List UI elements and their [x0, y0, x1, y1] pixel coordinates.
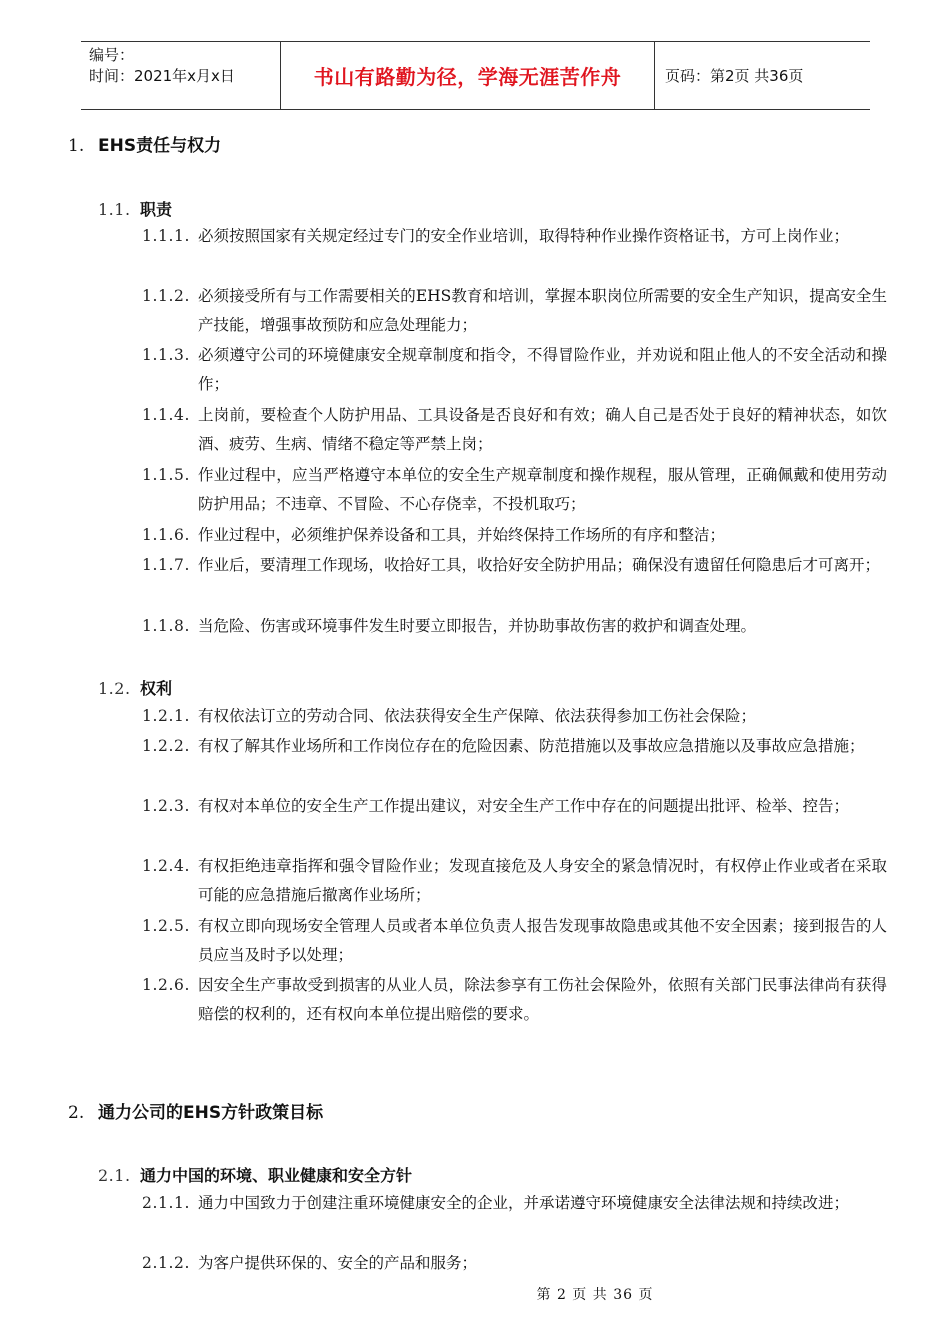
list-item: [142, 222, 887, 251]
number-label: 编号：: [89, 46, 135, 64]
subsection-number: 2.1.: [98, 1166, 131, 1185]
subsection-1-2-heading: [98, 676, 172, 699]
item-text: 有权了解其作业场所和工作岗位存在的危险因素、防范措施以及事故应急措施以及事故应急措施；: [198, 737, 865, 755]
item-text: 必须接受所有与工作需要相关的EHS教育和培训，掌握本职岗位所需要的安全生产知识，提高安全生产技能，增强事故预防和应急处理能力；: [198, 287, 887, 334]
item-number: 1.2.6.: [142, 976, 190, 994]
list-item: [142, 792, 887, 821]
item-number: 1.2.1.: [142, 707, 190, 725]
section-number: 2.: [68, 1103, 85, 1123]
subsection-1-1-heading: [98, 197, 172, 220]
item-text: 因安全生产事故受到损害的从业人员，除法参享有工伤社会保险外，依照有关部门民事法律尚有获得赔偿的权利的，还有权向本单位提出赔偿的要求。: [198, 976, 887, 1023]
item-number: 1.1.8.: [142, 617, 190, 635]
list-item: [142, 282, 887, 340]
section-1-heading: [68, 131, 221, 156]
list-item: [142, 341, 887, 399]
subsection-title: 职责: [140, 200, 173, 219]
item-number: 1.1.2.: [142, 287, 190, 305]
item-text: 为客户提供环保的、安全的产品和服务；: [198, 1254, 478, 1272]
item-text: 通力中国致力于创建注重环境健康安全的企业，并承诺遵守环境健康安全法律法规和持续改进；: [198, 1194, 850, 1212]
item-number: 1.1.3.: [142, 346, 190, 364]
date-label: 时间：2021年x月x日: [89, 67, 235, 85]
item-number: 2.1.2.: [142, 1254, 190, 1272]
subsection-title: 通力中国的环境、职业健康和安全方针: [140, 1166, 413, 1185]
list-item: [142, 1249, 887, 1278]
item-text: 作业过程中，必须维护保养设备和工具，并始终保持工作场所的有序和整洁；: [198, 526, 726, 544]
header-meta-cell: [81, 42, 281, 109]
item-text: 当危险、伤害或环境事件发生时要立即报告，并协助事故伤害的救护和调查处理。: [198, 617, 757, 635]
section-title: EHS责任与权力: [98, 136, 222, 156]
item-text: 有权对本单位的安全生产工作提出建议，对安全生产工作中存在的问题提出批评、检举、控告；: [198, 797, 850, 815]
item-number: 1.1.1.: [142, 227, 190, 245]
list-item: [142, 521, 887, 550]
subsection-title: 权利: [140, 679, 173, 698]
item-text: 作业后，要清理工作现场，收拾好工具，收拾好安全防护用品；确保没有遗留任何隐患后才可离开；: [198, 556, 881, 574]
section-2-heading: [68, 1098, 323, 1123]
item-text: 上岗前，要检查个人防护用品、工具设备是否良好和有效；确人自己是否处于良好的精神状态，如饮酒、疲劳、生病、情绪不稳定等严禁上岗；: [198, 406, 887, 453]
item-number: 1.2.3.: [142, 797, 190, 815]
list-item: [142, 971, 887, 1029]
list-item: [142, 551, 887, 580]
subsection-number: 1.1.: [98, 200, 131, 219]
page-header: [81, 41, 870, 110]
item-text: 有权立即向现场安全管理人员或者本单位负责人报告发现事故隐患或其他不安全因素；接到报告的人员应当及时予以处理；: [198, 917, 887, 964]
item-text: 有权拒绝违章指挥和强令冒险作业；发现直接危及人身安全的紧急情况时，有权停止作业或者在采取可能的应急措施后撤离作业场所；: [198, 857, 887, 904]
item-number: 1.2.4.: [142, 857, 190, 875]
list-item: [142, 912, 887, 970]
list-item: [142, 1189, 887, 1218]
item-number: 2.1.1.: [142, 1194, 190, 1212]
section-title: 通力公司的EHS方针政策目标: [98, 1103, 324, 1123]
item-number: 1.1.7.: [142, 556, 190, 574]
list-item: [142, 401, 887, 459]
list-item: [142, 852, 887, 910]
header-page-label: 页码：第2页 共36页: [665, 67, 804, 85]
section-number: 1.: [68, 136, 85, 156]
item-number: 1.1.4.: [142, 406, 190, 424]
page-footer: 第 2 页 共 36 页: [536, 1287, 654, 1303]
item-number: 1.1.6.: [142, 526, 190, 544]
list-item: [142, 732, 887, 761]
item-text: 必须按照国家有关规定经过专门的安全作业培训，取得特种作业操作资格证书，方可上岗作业；: [198, 227, 850, 245]
subsection-number: 1.2.: [98, 679, 131, 698]
subsection-2-1-heading: [98, 1163, 412, 1186]
item-text: 作业过程中，应当严格遵守本单位的安全生产规章制度和操作规程，服从管理，正确佩戴和使用劳动防护用品；不违章、不冒险、不心存侥幸，不投机取巧；: [198, 466, 887, 513]
item-number: 1.2.2.: [142, 737, 190, 755]
list-item: [142, 461, 887, 519]
list-item: [142, 612, 887, 641]
item-number: 1.2.5.: [142, 917, 190, 935]
list-item: [142, 702, 887, 731]
item-text: 必须遵守公司的环境健康安全规章制度和指令，不得冒险作业，并劝说和阻止他人的不安全活动和操作；: [198, 346, 887, 393]
item-number: 1.1.5.: [142, 466, 190, 484]
header-motto: 书山有路勤为径，学海无涯苦作舟: [281, 42, 655, 109]
item-text: 有权依法订立的劳动合同、依法获得安全生产保障、依法获得参加工伤社会保险；: [198, 707, 757, 725]
